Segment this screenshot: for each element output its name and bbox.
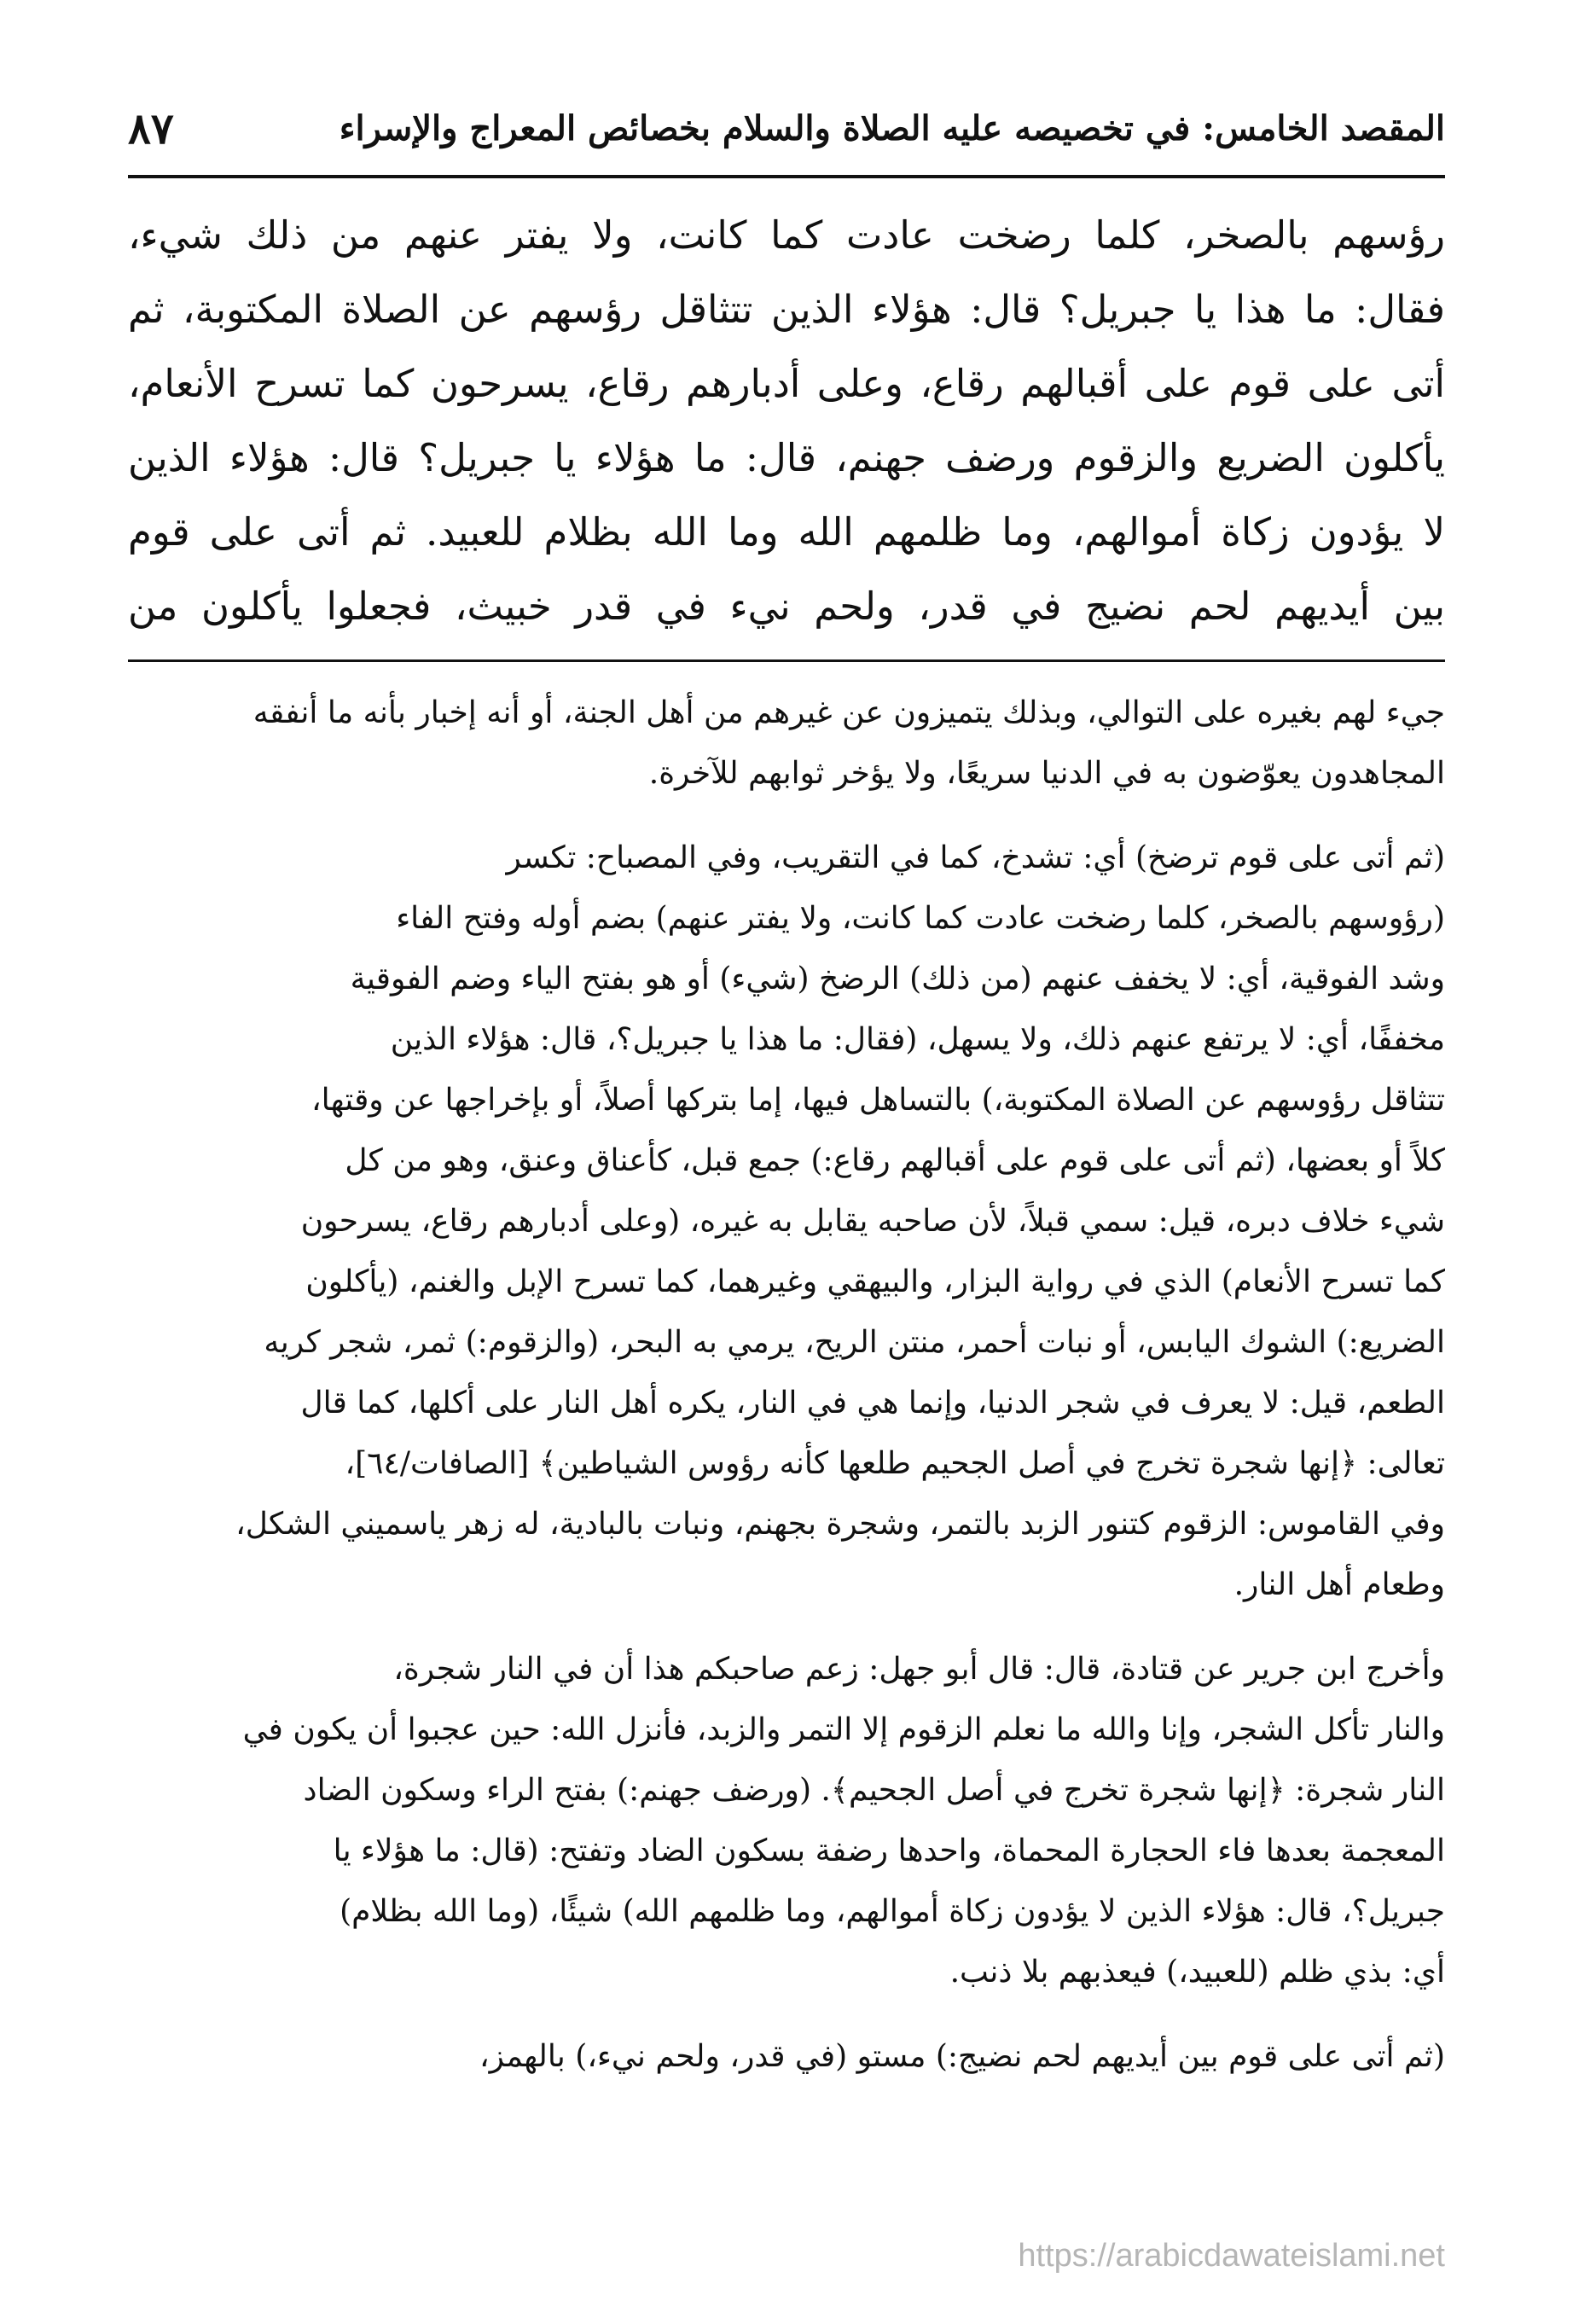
commentary-line: المعجمة بعدها فاء الحجارة المحماة، واحدها رضفة بسكون الضاد وتفتح: (قال: ما هؤلاء يا — [333, 1833, 1445, 1868]
commentary-line: وشد الفوقية، أي: لا يخفف عنهم (من ذلك) الرضخ (شيء) أو هو بفتح الياء وضم الفوقية — [350, 962, 1445, 996]
commentary-line: (رؤوسهم بالصخر، كلما رضخت عادت كما كانت، ولا يفتر عنهم) بضم أوله وفتح الفاء — [396, 901, 1445, 936]
page-header — [128, 94, 1445, 162]
commentary-line: كما تسرح الأنعام) الذي في رواية البزار، والبيهقي وغيرهما، كما تسرح الإبل والغنم، (يأكلون — [305, 1264, 1445, 1299]
main-text — [128, 198, 1445, 650]
commentary-line: جيء لهم بغيره على التوالي، وبذلك يتميزون عن غيرهم من أهل الجنة، أو أنه إخبار بأنه ما أنفقه — [252, 695, 1445, 730]
watermark-url: https://arabicdawateislami.net — [1018, 2238, 1445, 2274]
main-text-line: بين أيديهم لحم نضيج في قدر، ولحم نيء في قدر خبيث، فجعلوا يأكلون من — [128, 584, 1445, 629]
commentary-line: كلاً أو بعضها، (ثم أتى على قوم على أقبالهم رقاع:) جمع قبل، كأعناق وعنق، وهو من كل — [345, 1143, 1445, 1178]
commentary — [128, 683, 1445, 2273]
main-text-line: يأكلون الضريع والزقوم ورضف جهنم، قال: ما هؤلاء يا جبريل؟ قال: هؤلاء الذين — [128, 435, 1445, 480]
commentary-line: تتثاقل رؤوسهم عن الصلاة المكتوبة،) بالتساهل فيها، إما بتركها أصلاً، أو بإخراجها عن وقتها، — [311, 1083, 1445, 1118]
commentary-line: وفي القاموس: الزقوم كتنور الزبد بالتمر، وشجرة بجهنم، ونبات بالبادية، له زهر ياسميني الشكل، — [235, 1507, 1445, 1542]
running-title: المقصد الخامس: في تخصيصه عليه الصلاة والسلام بخصائص المعراج والإسراء — [339, 107, 1445, 148]
commentary-line: (ثم أتى على قوم بين أيديهم لحم نضيج:) مستو (في قدر، ولحم نيء،) بالهمز، — [479, 2039, 1445, 2074]
main-commentary-separator — [128, 659, 1445, 662]
page-number: ٨٧ — [128, 102, 174, 154]
commentary-line: الضريع:) الشوك اليابس، أو نبات أحمر، منتن الريح، يرمي به البحر، (والزقوم:) ثمر، شجر كريه — [264, 1325, 1445, 1360]
commentary-line: تعالى: ﴿إنها شجرة تخرج في أصل الجحيم طلعها كأنه رؤوس الشياطين﴾ [الصافات/٦٤]، — [345, 1446, 1445, 1481]
commentary-line: شيء خلاف دبره، قيل: سمي قبلاً، لأن صاحبه يقابل به غيره، (وعلى أدبارهم رقاع، يسرحون — [300, 1204, 1445, 1239]
header-rule — [128, 175, 1445, 178]
commentary-line: وأخرج ابن جرير عن قتادة، قال: قال أبو جهل: زعم صاحبكم هذا أن في النار شجرة، — [393, 1652, 1445, 1687]
main-text-line: رؤسهم بالصخر، كلما رضخت عادت كما كانت، ولا يفتر عنهم من ذلك شيء، — [128, 212, 1445, 258]
commentary-line: (ثم أتى على قوم ترضخ) أي: تشدخ، كما في التقريب، وفي المصباح: تكسر — [506, 840, 1445, 875]
commentary-line: وطعام أهل النار. — [1233, 1567, 1445, 1602]
commentary-line: النار شجرة: ﴿إنها شجرة تخرج في أصل الجحيم﴾. (ورضف جهنم:) بفتح الراء وسكون الضاد — [303, 1773, 1445, 1808]
commentary-line: جبريل؟، قال: هؤلاء الذين لا يؤدون زكاة أموالهم، وما ظلمهم الله) شيئًا، (وما الله بظلام) — [340, 1894, 1445, 1929]
commentary-line: الطعم، قيل: لا يعرف في شجر الدنيا، وإنما هي في النار، يكره أهل النار على أكلها، كما قال — [300, 1386, 1445, 1421]
commentary-line: والنار تأكل الشجر، وإنا والله ما نعلم الزقوم إلا التمر والزبد، فأنزل الله: حين عجبوا أن يكون في — [242, 1712, 1445, 1747]
main-text-line: لا يؤدون زكاة أموالهم، وما ظلمهم الله وما الله بظلام للعبيد. ثم أتى على قوم — [128, 509, 1445, 555]
commentary-line: أي: بذي ظلم (للعبيد،) فيعذبهم بلا ذنب. — [949, 1955, 1445, 1990]
main-text-line: أتى على قوم على أقبالهم رقاع، وعلى أدبارهم رقاع، يسرحون كما تسرح الأنعام، — [128, 361, 1445, 406]
main-text-line: فقال: ما هذا يا جبريل؟ قال: هؤلاء الذين تتثاقل رؤسهم عن الصلاة المكتوبة، ثم — [128, 287, 1445, 332]
commentary-line: المجاهدون يعوّضون به في الدنيا سريعًا، ولا يؤخر ثوابهم للآخرة. — [648, 756, 1445, 791]
commentary-line: مخففًا، أي: لا يرتفع عنهم ذلك، ولا يسهل، (فقال: ما هذا يا جبريل؟، قال: هؤلاء الذين — [390, 1022, 1445, 1057]
